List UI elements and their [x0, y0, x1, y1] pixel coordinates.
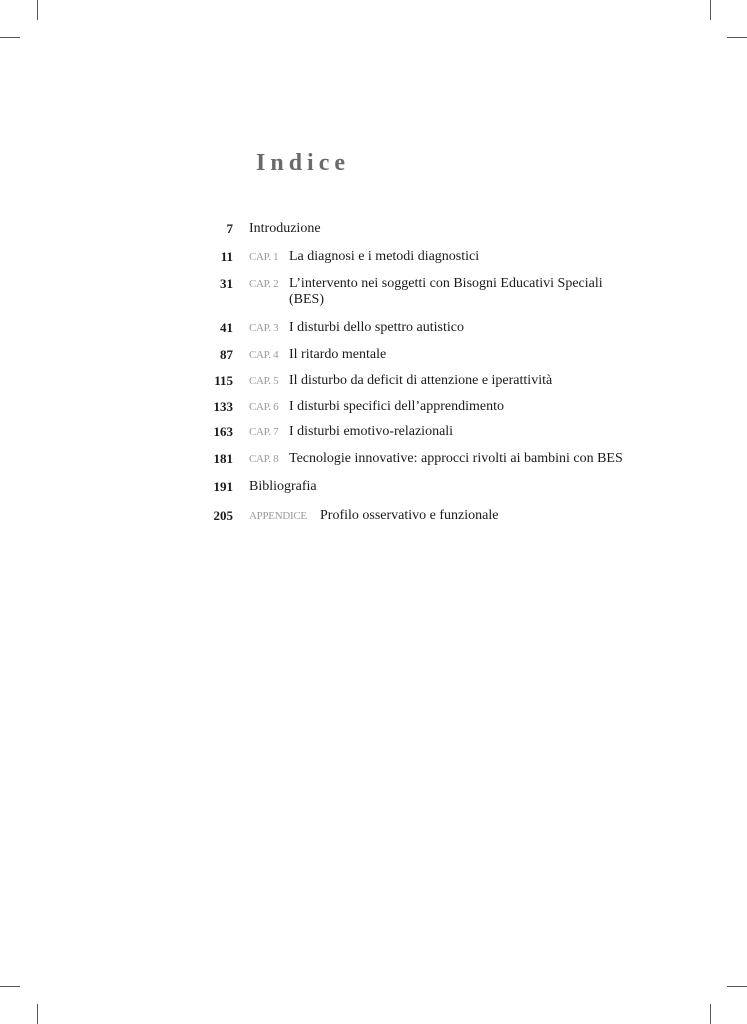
entry-title: Tecnologie innovative: approcci rivolti ai bambini con BES — [289, 451, 623, 466]
entry-title: Introduzione — [249, 221, 321, 236]
chapter-label: CAP. 7 — [249, 426, 279, 438]
page-number: 7 — [226, 221, 233, 236]
page-number: 163 — [213, 424, 233, 439]
page-title: Indice — [256, 150, 351, 176]
entry-title: I disturbi dello spettro autistico — [289, 320, 464, 335]
entry-title: Bibliografia — [249, 479, 317, 494]
page-number: 87 — [220, 347, 233, 362]
page-number: 205 — [213, 508, 233, 523]
chapter-label: CAP. 4 — [249, 349, 279, 361]
page-number: 181 — [213, 451, 233, 466]
entry-title: Profilo osservativo e funzionale — [320, 508, 499, 523]
entry-title: Il ritardo mentale — [289, 347, 387, 362]
entry-title: I disturbi emotivo-relazionali — [289, 424, 454, 439]
entry-title: La diagnosi e i metodi diagnostici — [289, 249, 480, 264]
page-number: 115 — [214, 373, 233, 388]
chapter-label: CAP. 2 — [249, 278, 279, 290]
page-number: 191 — [213, 479, 233, 494]
chapter-label: CAP. 6 — [249, 401, 279, 413]
entry-title: L’intervento nei soggetti con Bisogni Educativi Speciali (BES) — [289, 276, 603, 307]
entry-title: Il disturbo da deficit di attenzione e iperattività — [289, 373, 553, 388]
chapter-label: CAP. 3 — [249, 322, 279, 334]
page-number: 41 — [220, 320, 233, 335]
chapter-label: CAP. 1 — [249, 251, 279, 263]
page-number: 11 — [220, 249, 233, 264]
page-number: 133 — [213, 399, 233, 414]
appendix-label: APPENDICE — [249, 510, 307, 522]
chapter-label: CAP. 5 — [249, 375, 279, 387]
entry-title: I disturbi specifici dell’apprendimento — [289, 399, 504, 414]
page-number: 31 — [220, 276, 233, 291]
chapter-label: CAP. 8 — [249, 453, 279, 465]
